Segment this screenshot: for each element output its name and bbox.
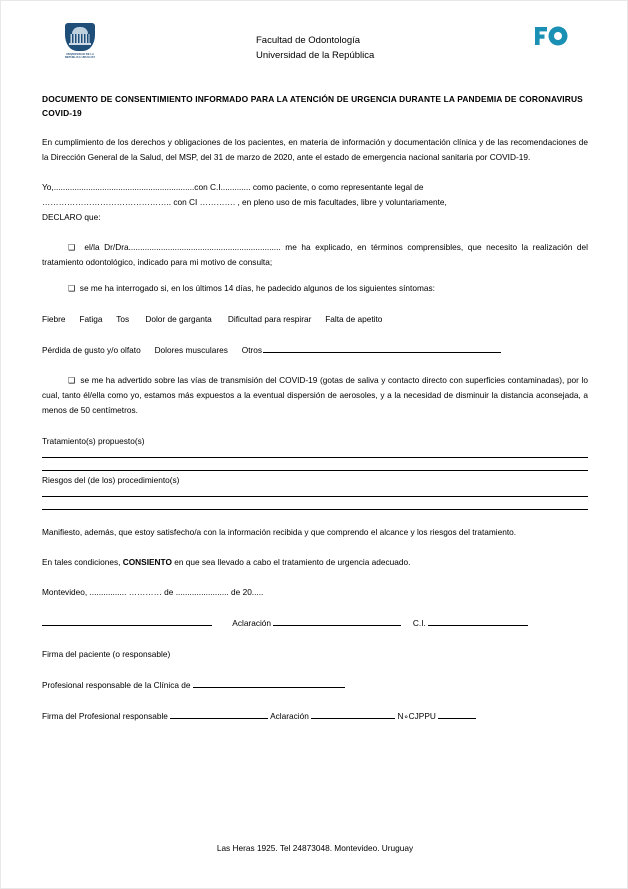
date-line[interactable]: Montevideo, ................ ………… de ....................... de 20..... <box>42 587 264 597</box>
institution-line-1: Facultad de Odontología <box>256 35 361 46</box>
aclaracion-input[interactable] <box>273 616 401 626</box>
clause-3 <box>42 373 588 418</box>
fo-logo-icon <box>534 25 572 47</box>
clause-2 <box>42 281 588 296</box>
clause-1 <box>42 240 588 270</box>
seal-base-shape <box>69 43 91 45</box>
udelar-seal-caption: UNIVERSIDAD DE LA REPÚBLICA URUGUAY <box>64 53 96 60</box>
symptom-dolores-musculares[interactable]: Dolores musculares <box>154 345 228 355</box>
clinic-row <box>42 678 588 693</box>
risks-input-line-2[interactable] <box>42 509 588 510</box>
ci-label: C.I. <box>412 618 426 628</box>
checkbox-icon-2[interactable]: ❑ <box>68 284 76 293</box>
professional-aclaracion-input[interactable] <box>311 709 395 719</box>
consent-keyword: CONSIENTO <box>122 557 172 567</box>
institution-line-2: Universidad de la República <box>256 50 375 61</box>
manifest-paragraph: Manifiesto, además, que estoy satisfecho/a con la información recibida y que comprendo el alcance y los riesgos del tratamiento. <box>42 527 517 537</box>
consent-prefix: En tales condiciones, <box>42 557 123 567</box>
symptom-fiebre[interactable]: Fiebre <box>42 314 66 324</box>
document-footer: Las Heras 1925. Tel 24873048. Montevideo. Uruguay <box>216 843 414 853</box>
document-content <box>42 1 588 724</box>
document-title: DOCUMENTO DE CONSENTIMIENTO INFORMADO PARA LA ATENCIÓN DE URGENCIA DURANTE LA PANDEMIA DE CORONAVIRUS COVID-19 <box>42 94 583 118</box>
declaration-line-1: Yo,.............................................................con C.I............. como paciente, o como representante legal de <box>42 182 424 192</box>
risks-label: Riesgos del (de los) procedimiento(s) <box>42 475 180 485</box>
symptom-row-1 <box>42 312 588 327</box>
spacer <box>42 497 588 509</box>
clause-3-text: se me ha advertido sobre las vías de transmisión del COVID-19 (gotas de saliva y contacto directo con superficies contaminadas), por lo cual, tanto él/ella como yo, estamos más expuestos a la eventual dispersión de aerosoles, y a la necesidad de disminuir la distancia aconsejada, a menos de 50 centímetros. <box>42 375 588 415</box>
checkbox-icon-1[interactable]: ❑ <box>68 243 76 252</box>
declaration-block <box>42 180 588 225</box>
intro-paragraph: En cumplimiento de los derechos y obligaciones de los pacientes, en materia de información y documentación clínica y de las recomendaciones de la Dirección General de la Salud, del MSP, del 31 de marzo de 2020, ante el estado de emergencia nacional sanitaria por COVID-19. <box>42 137 588 162</box>
signature-row-main <box>42 616 588 631</box>
aclaracion-label-2: Aclaración <box>270 711 309 721</box>
consent-paragraph <box>42 555 588 570</box>
clinic-label: Profesional responsable de la Clínica de <box>42 680 191 690</box>
clause-2-text: se me ha interrogado si, en los últimos 14 días, he padecido algunos de los siguientes síntomas: <box>79 283 435 293</box>
declaration-line-3: DECLARO que: <box>42 212 101 222</box>
aclaracion-label: Aclaración <box>232 618 272 628</box>
professional-signature-row <box>42 709 588 724</box>
patient-signature-caption: Firma del paciente (o responsable) <box>42 649 171 659</box>
seal-dome-shape <box>72 27 88 34</box>
symptom-row-2 <box>42 343 588 358</box>
declaration-line-2: ……………………………………….. con CI …………. , en pleno uso de mis facultades, libre y voluntariamente, <box>42 197 447 207</box>
checkbox-icon-3[interactable]: ❑ <box>68 376 76 385</box>
symptom-perdida-gusto-olfato[interactable]: Pérdida de gusto y/o olfato <box>42 345 141 355</box>
cjppu-input[interactable] <box>438 709 476 719</box>
professional-signature-label: Firma del Profesional responsable <box>42 711 168 721</box>
institution-heading <box>256 33 374 63</box>
spacer <box>42 449 588 457</box>
symptom-dolor-garganta[interactable]: Dolor de garganta <box>145 314 212 324</box>
professional-signature-input[interactable] <box>170 709 268 719</box>
symptom-otros-input[interactable] <box>263 343 501 353</box>
symptom-fatiga[interactable]: Fatiga <box>79 314 103 324</box>
spacer <box>42 488 588 496</box>
ci-input[interactable] <box>428 616 528 626</box>
consent-suffix: en que sea llevado a cabo el tratamiento de urgencia adecuado. <box>171 557 411 567</box>
patient-signature-input[interactable] <box>42 616 212 626</box>
udelar-seal-icon <box>62 23 98 60</box>
symptom-dificultad-respirar[interactable]: Dificultad para respirar <box>227 314 312 324</box>
seal-shield-shape <box>65 23 95 51</box>
symptom-falta-apetito[interactable]: Falta de apetito <box>325 314 383 324</box>
clause-1-text: el/la Dr/Dra.................................................................. me ha explicado, en términos comprensibles, que necesito la realización del tratamiento odontológico, indicado para mi motivo de consulta; <box>42 242 588 267</box>
treatment-input-line-2[interactable] <box>42 470 588 471</box>
symptom-tos[interactable]: Tos <box>116 314 130 324</box>
treatment-label: Tratamiento(s) propuesto(s) <box>42 436 145 446</box>
spacer <box>42 458 588 470</box>
clinic-input[interactable] <box>193 678 345 688</box>
seal-columns-shape <box>71 34 90 43</box>
cjppu-label: N∘CJPPU <box>397 711 436 721</box>
document-header <box>42 1 588 73</box>
symptom-otros-label: Otros <box>241 345 263 355</box>
